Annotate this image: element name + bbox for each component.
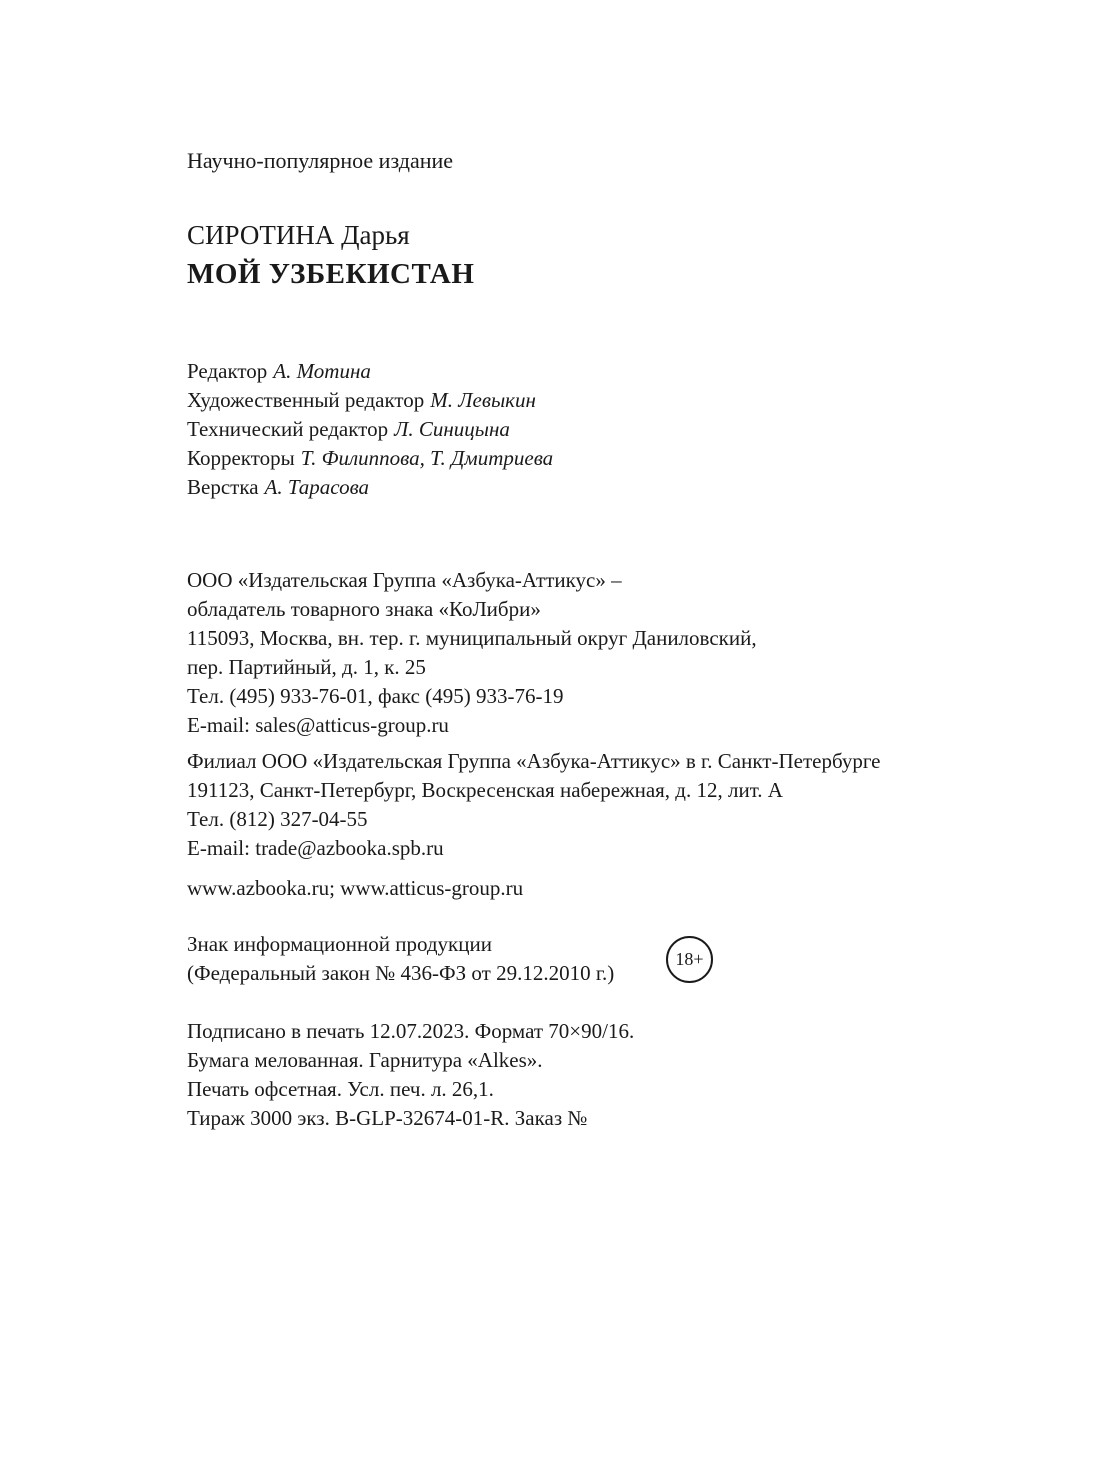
info-sign-line: Знак информационной продукции (187, 932, 492, 956)
branch-email: E-mail: trade@azbooka.spb.ru (187, 836, 444, 860)
branch-line: Тел. (812) 327-04-55 (187, 807, 368, 831)
imprint-line: Подписано в печать 12.07.2023. Формат 70×90/16. (187, 1019, 635, 1043)
imprint-line: Бумага мелованная. Гарнитура «Alkes». (187, 1048, 543, 1072)
credit-line (187, 386, 553, 415)
credit-role: Верстка (187, 475, 259, 499)
credits-block (187, 357, 553, 502)
branch-line: 191123, Санкт-Петербург, Воскресенская набережная, д. 12, лит. А (187, 778, 783, 802)
credit-role: Технический редактор (187, 417, 389, 441)
credit-line (187, 415, 553, 444)
info-sign-block (187, 930, 614, 988)
imprint-line: Печать офсетная. Усл. печ. л. 26,1. (187, 1077, 494, 1101)
publisher-line: обладатель товарного знака «КоЛибри» (187, 597, 541, 621)
publisher-line: 115093, Москва, вн. тер. г. муниципальный округ Даниловский, (187, 626, 757, 650)
imprint-line: Тираж 3000 экз. B-GLP-32674-01-R. Заказ № (187, 1106, 588, 1130)
credit-name: А. Мотина (273, 359, 371, 383)
credit-name: Л. Синицына (394, 417, 510, 441)
book-title: МОЙ УЗБЕКИСТАН (187, 258, 475, 290)
credit-name: Т. Филиппова, Т. Дмитриева (300, 446, 554, 470)
publisher-line: ООО «Издательская Группа «Азбука-Аттикус» – (187, 568, 622, 592)
credit-role: Редактор (187, 359, 268, 383)
credit-line (187, 357, 553, 386)
credit-name: А. Тарасова (264, 475, 370, 499)
credit-line (187, 444, 553, 473)
author-name: СИРОТИНА Дарья (187, 220, 410, 250)
publisher-block (187, 566, 757, 740)
publisher-email: E-mail: sales@atticus-group.ru (187, 713, 449, 737)
branch-block (187, 747, 880, 863)
age-rating-badge: 18+ (666, 936, 713, 983)
credit-name: М. Левыкин (430, 388, 536, 412)
credit-line (187, 473, 553, 502)
edition-type: Научно-популярное издание (187, 148, 454, 173)
publisher-line: Тел. (495) 933-76-01, факс (495) 933-76-19 (187, 684, 564, 708)
websites: www.azbooka.ru; www.atticus-group.ru (187, 876, 524, 900)
credit-role: Художественный редактор (187, 388, 425, 412)
branch-line: Филиал ООО «Издательская Группа «Азбука-Аттикус» в г. Санкт-Петербурге (187, 749, 881, 773)
imprint-block (187, 1017, 634, 1133)
publisher-line: пер. Партийный, д. 1, к. 25 (187, 655, 426, 679)
credit-role: Корректоры (187, 446, 295, 470)
info-sign-law: (Федеральный закон № 436-ФЗ от 29.12.2010 г.) (187, 961, 615, 985)
